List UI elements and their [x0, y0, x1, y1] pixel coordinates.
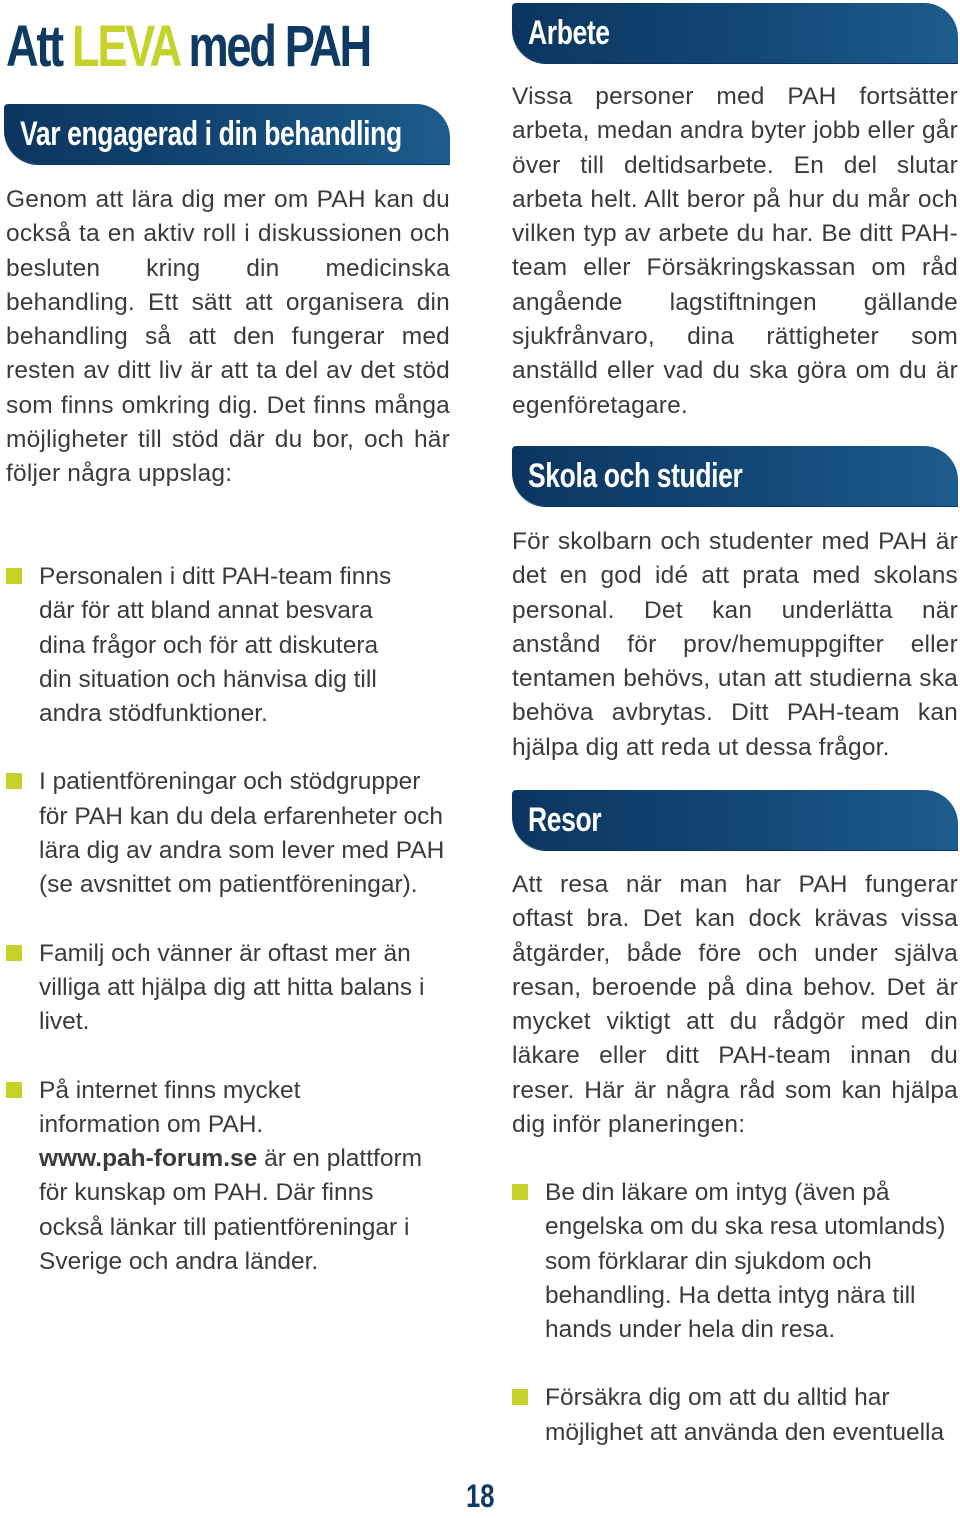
- section-heading-engagement: Var engagerad i din behandling: [20, 115, 402, 153]
- school-paragraph: För skolbarn och studenter med PAH är det en god idé att prata med skolans personal. Det kan underlätta när anstånd för prov/hemuppgifter eller tentamen behövs, utan att studierna ska behöva avbrytas. Ditt PAH-team kan hjälpa dig att reda ut dessa frågor.: [512, 528, 958, 761]
- list-item-text: Be din läkare om intyg (även på engelska om du ska resa utomlands) som förklarar din sjukdom och behandling. Ha detta intyg nära till hands under hela din resa.: [545, 1179, 946, 1344]
- title-part-2: med PAH: [178, 14, 370, 79]
- list-item: [512, 1381, 955, 1450]
- section-banner-travel: [512, 790, 958, 850]
- bullet-square-icon: [6, 773, 22, 789]
- section-banner-work: [512, 3, 958, 63]
- page-number: 18: [466, 1478, 495, 1514]
- list-item-text: Försäkra dig om att du alltid har möjlighet att använda den eventuella: [545, 1384, 945, 1446]
- travel-tips-list: [512, 1176, 958, 1484]
- list-item: [512, 1176, 955, 1347]
- bullet-square-icon: [512, 1389, 528, 1405]
- list-item-text: Familj och vänner är oftast mer än villiga att hjälpa dig att hitta balans i livet.: [39, 939, 425, 1036]
- section-heading-school: Skola och studier: [528, 457, 743, 495]
- title-part-1: Att: [6, 14, 73, 79]
- bullet-square-icon: [6, 1082, 22, 1098]
- pah-forum-link[interactable]: www.pah-forum.se: [39, 1145, 258, 1173]
- section-heading-travel: Resor: [528, 801, 602, 839]
- internet-text-before: På internet finns mycket information om PAH.: [39, 1076, 301, 1138]
- work-paragraph: Vissa personer med PAH fortsätter arbeta, medan andra byter jobb eller går över till deltidsarbete. En del slutar arbeta helt. Allt beror på hur du mår och vilken typ av arbete du har. Be ditt PAH-team eller Försäkringskassan om råd angående lagstiftningen gällande sjukfrånvaro, dina rättigheter som anställd eller vad du ska göra om du är egenföretagare.: [512, 83, 958, 419]
- bullet-square-icon: [512, 1184, 528, 1200]
- intro-paragraph: Genom att lära dig mer om PAH kan du också ta en aktiv roll i diskussionen och besluten kring din medicinska behandling. Ett sätt att organisera din behandling så att den fungerar med resten av ditt liv är att ta del av det stöd som finns omkring dig. Det finns många möjligheter till stöd där du bor, och här följer några uppslag:: [6, 186, 450, 488]
- list-item-text: Personalen i ditt PAH-team finns där för att bland annat besvara dina frågor och för att diskutera din situation och hänvisa dig till andra stödfunktioner.: [39, 563, 392, 728]
- travel-paragraph: Att resa när man har PAH fungerar oftast bra. Det kan dock krävas vissa åtgärder, både före och under själva resan, beroende på dina behov. Det är mycket viktigt att du rådgör med din läkare eller ditt PAH-team innan du reser. Här är några råd som kan hjälpa dig inför planeringen:: [512, 871, 958, 1139]
- section-heading-work: Arbete: [528, 14, 610, 52]
- list-item: [6, 937, 449, 1040]
- section-banner-engagement: [4, 104, 450, 164]
- title-highlight: LEVA: [72, 14, 179, 79]
- bullet-square-icon: [6, 568, 22, 584]
- list-item: [6, 1074, 424, 1280]
- page-title: [6, 14, 370, 80]
- list-item: [6, 765, 449, 902]
- internet-text-after: är en plattform för kunskap om PAH. Där finns också länkar till patientföreningar i Sverige och andra länder.: [39, 1145, 423, 1276]
- support-list: [6, 560, 446, 1313]
- bullet-square-icon: [6, 945, 22, 961]
- list-item-text: I patientföreningar och stödgrupper för PAH kan du dela erfarenheter och lära dig av andra som lever med PAH (se avsnittet om patientföreningar).: [39, 768, 445, 899]
- list-item: [6, 560, 417, 731]
- section-banner-school: [512, 446, 958, 506]
